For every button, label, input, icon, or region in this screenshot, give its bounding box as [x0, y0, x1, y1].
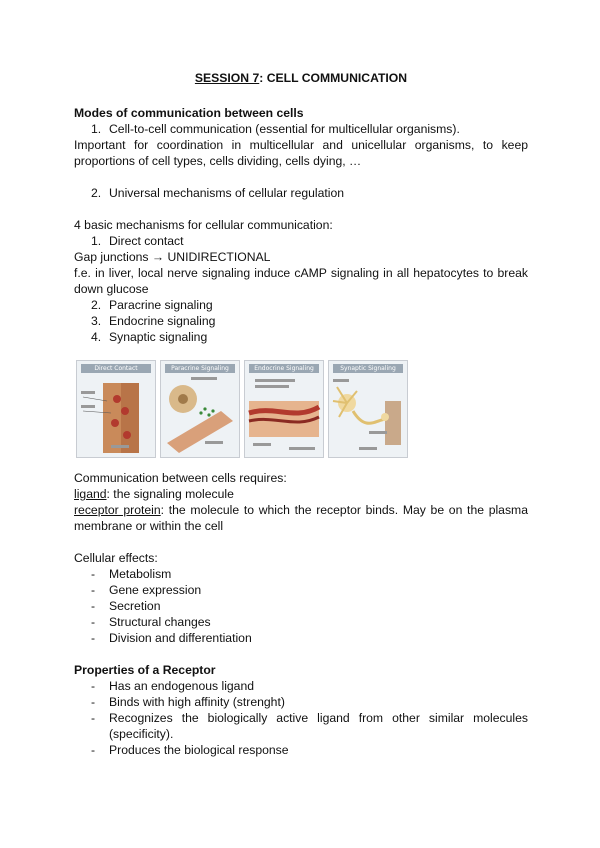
panel-synaptic-signaling [328, 360, 408, 458]
definition-text: : the signaling molecule [106, 487, 234, 501]
list-bullet: - [91, 695, 96, 709]
definition-text: : the molecule to which the receptor binds. May be on the plasma membrane or within the cell [74, 503, 528, 533]
definition-receptor [74, 502, 528, 534]
list-item [74, 233, 528, 249]
endocrine-illustration [245, 361, 323, 457]
list-item [74, 297, 528, 313]
list-text: Metabolism [109, 567, 172, 581]
panel-direct-contact [76, 360, 156, 458]
list-bullet: - [91, 679, 96, 693]
list-item [74, 121, 528, 137]
heading-receptor-properties: Properties of a Receptor [74, 663, 216, 677]
paragraph-coordination: Important for coordination in multicellular and unicellular organisms, to keep proportions of cell types, cells dividing, cells dying, … [74, 138, 528, 168]
term-ligand: ligand [74, 487, 107, 501]
list-text: Produces the biological response [109, 743, 289, 757]
paragraph-basic-intro: 4 basic mechanisms for cellular communication: [74, 218, 333, 232]
paragraph-requires-intro: Communication between cells requires: [74, 471, 287, 485]
list-item [74, 614, 528, 630]
paragraph-effects-intro: Cellular effects: [74, 551, 158, 565]
list-item [74, 710, 528, 742]
list-text: Gene expression [109, 583, 202, 597]
list-bullet: - [91, 599, 96, 613]
list-bullet: - [91, 743, 96, 757]
list-text: Structural changes [109, 615, 211, 629]
paracrine-illustration [161, 361, 239, 457]
list-item [74, 742, 528, 758]
list-number: 2. [91, 298, 102, 312]
list-item [74, 694, 528, 710]
list-item [74, 329, 528, 345]
list-text: Cell-to-cell communication (essential for multicellular organisms). [109, 122, 460, 136]
list-item [74, 566, 528, 582]
list-item [74, 313, 528, 329]
paragraph-example: f.e. in liver, local nerve signaling induce cAMP signaling in all hepatocytes to break down glucose [74, 266, 528, 296]
list-item [74, 598, 528, 614]
list-bullet: - [91, 567, 96, 581]
list-bullet: - [91, 711, 96, 725]
list-number: 1. [91, 234, 102, 248]
list-bullet: - [91, 631, 96, 645]
list-bullet: - [91, 583, 96, 597]
list-text: Secretion [109, 599, 161, 613]
synaptic-illustration [329, 361, 407, 457]
list-text: Direct contact [109, 234, 184, 248]
list-text: Synaptic signaling [109, 330, 208, 344]
definition-ligand [74, 486, 528, 502]
list-text: Endocrine signaling [109, 314, 216, 328]
list-number: 3. [91, 314, 102, 328]
list-number: 4. [91, 330, 102, 344]
list-bullet: - [91, 615, 96, 629]
panel-caption: Paracrine Signaling [165, 364, 235, 373]
list-item [74, 582, 528, 598]
direct-contact-illustration [77, 361, 155, 457]
list-text: Binds with high affinity (strenght) [109, 695, 285, 709]
list-text: Division and differentiation [109, 631, 252, 645]
panel-caption: Direct Contact [81, 364, 151, 373]
document-page [74, 70, 528, 758]
panel-paracrine-signaling [160, 360, 240, 458]
list-item [74, 185, 528, 201]
page-title [74, 70, 528, 86]
title-rest: : CELL COMMUNICATION [259, 71, 408, 85]
signaling-figure [76, 360, 528, 456]
list-number: 1. [91, 122, 102, 136]
list-item [74, 630, 528, 646]
list-text: Recognizes the biologically active ligand from other similar molecules (specificity). [109, 711, 528, 741]
list-text: Universal mechanisms of cellular regulation [109, 186, 345, 200]
list-item [74, 678, 528, 694]
panel-caption: Endocrine Signaling [249, 364, 319, 373]
list-text: Has an endogenous ligand [109, 679, 255, 693]
paragraph-gap-junctions: Gap junctions → UNIDIRECTIONAL [74, 250, 271, 264]
list-text: Paracrine signaling [109, 298, 213, 312]
list-number: 2. [91, 186, 102, 200]
title-session: SESSION 7 [194, 71, 260, 85]
panel-caption: Synaptic Signaling [333, 364, 403, 373]
panel-endocrine-signaling [244, 360, 324, 458]
heading-modes: Modes of communication between cells [74, 106, 304, 120]
term-receptor-protein: receptor protein [74, 503, 161, 517]
